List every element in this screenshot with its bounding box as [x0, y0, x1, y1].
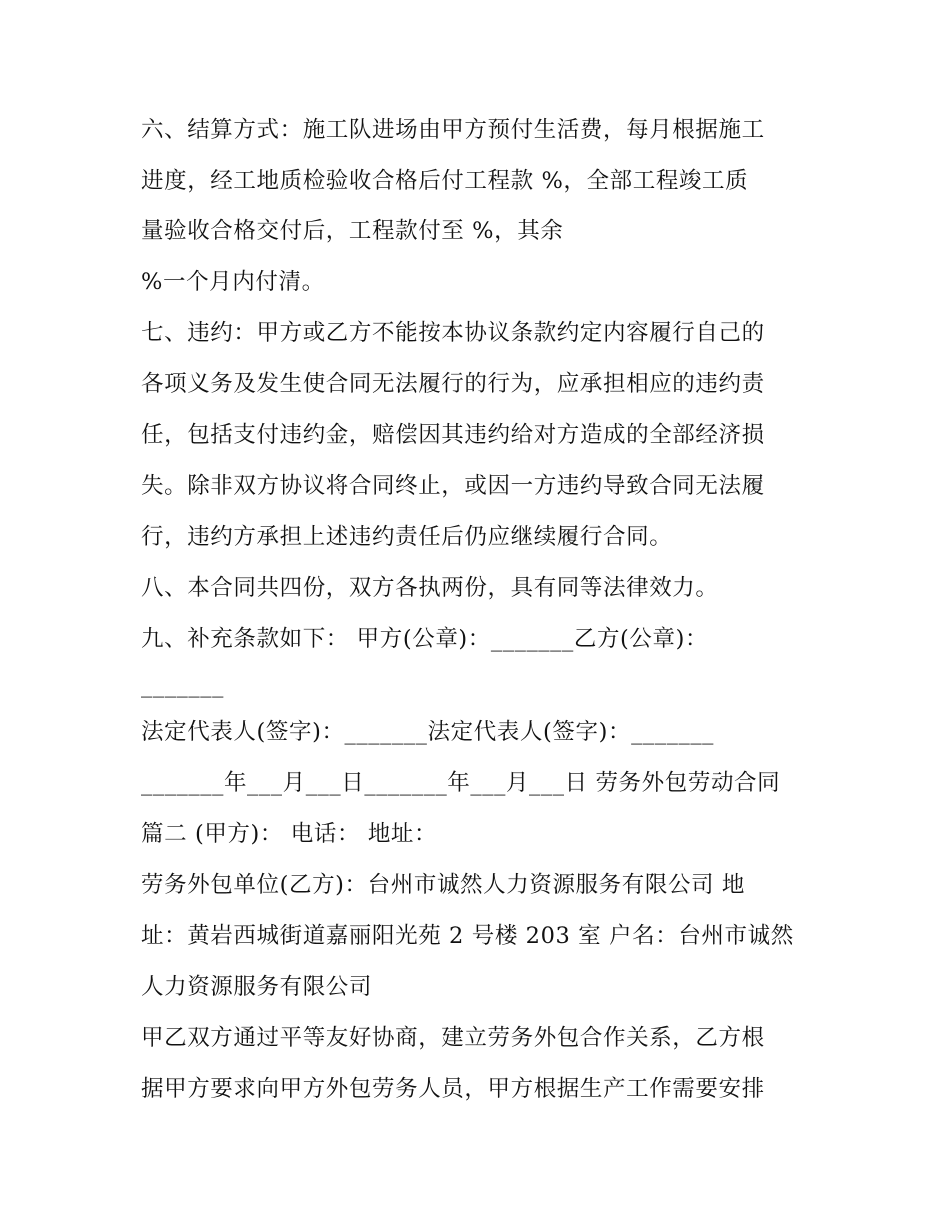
text-line-settlement-4: %一个月内付清。 — [141, 269, 325, 295]
text-line-breach-4: 失。除非双方协议将合同终止，或因一方违约导致合同无法履 — [141, 473, 765, 499]
text-line-party-b-2: 址：黄岩西城街道嘉丽阳光苑 2 号楼 203 室 户名：台州市诚然 — [141, 923, 794, 949]
text-line-agreement-1: 甲乙双方通过平等友好协商，建立劳务外包合作关系，乙方根 — [141, 1025, 765, 1051]
text-line-legal-rep: 法定代表人(签字)：_______法定代表人(签字)：_______ — [141, 719, 715, 745]
text-line-breach-1: 七、违约：甲方或乙方不能按本协议条款约定内容履行自己的 — [141, 320, 765, 346]
text-line-settlement-1: 六、结算方式：施工队进场由甲方预付生活费，每月根据施工 — [141, 117, 765, 143]
text-line-settlement-3: 量验收合格交付后，工程款付至 %，其余 — [141, 218, 564, 244]
text-line-breach-3: 任，包括支付违约金，赔偿因其违约给对方造成的全部经济损 — [141, 422, 765, 448]
text-line-breach-2: 各项义务及发生使合同无法履行的行为，应承担相应的违约责 — [141, 371, 765, 397]
text-line-date: _______年___月___日_______年___月___日 劳务外包劳动合同 — [141, 770, 781, 796]
text-line-party-a: 篇二 (甲方)： 电话： 地址： — [141, 821, 438, 847]
text-line-breach-5: 行，违约方承担上述违约责任后仍应继续履行合同。 — [141, 524, 673, 550]
text-line-copies: 八、本合同共四份，双方各执两份，具有同等法律效力。 — [141, 575, 719, 601]
text-line-supplementary: 九、补充条款如下： 甲方(公章)：_______乙方(公章)： — [141, 626, 709, 652]
text-line-party-b-3: 人力资源服务有限公司 — [141, 974, 373, 1000]
text-line-settlement-2: 进度，经工地质检验收合格后付工程款 %，全部工程竣工质 — [141, 168, 749, 194]
signature-blank: _______ — [141, 672, 224, 698]
text-line-party-b-1: 劳务外包单位(乙方)：台州市诚然人力资源服务有限公司 地 — [141, 872, 746, 898]
text-line-agreement-2: 据甲方要求向甲方外包劳务人员，甲方根据生产工作需要安排 — [141, 1076, 765, 1102]
